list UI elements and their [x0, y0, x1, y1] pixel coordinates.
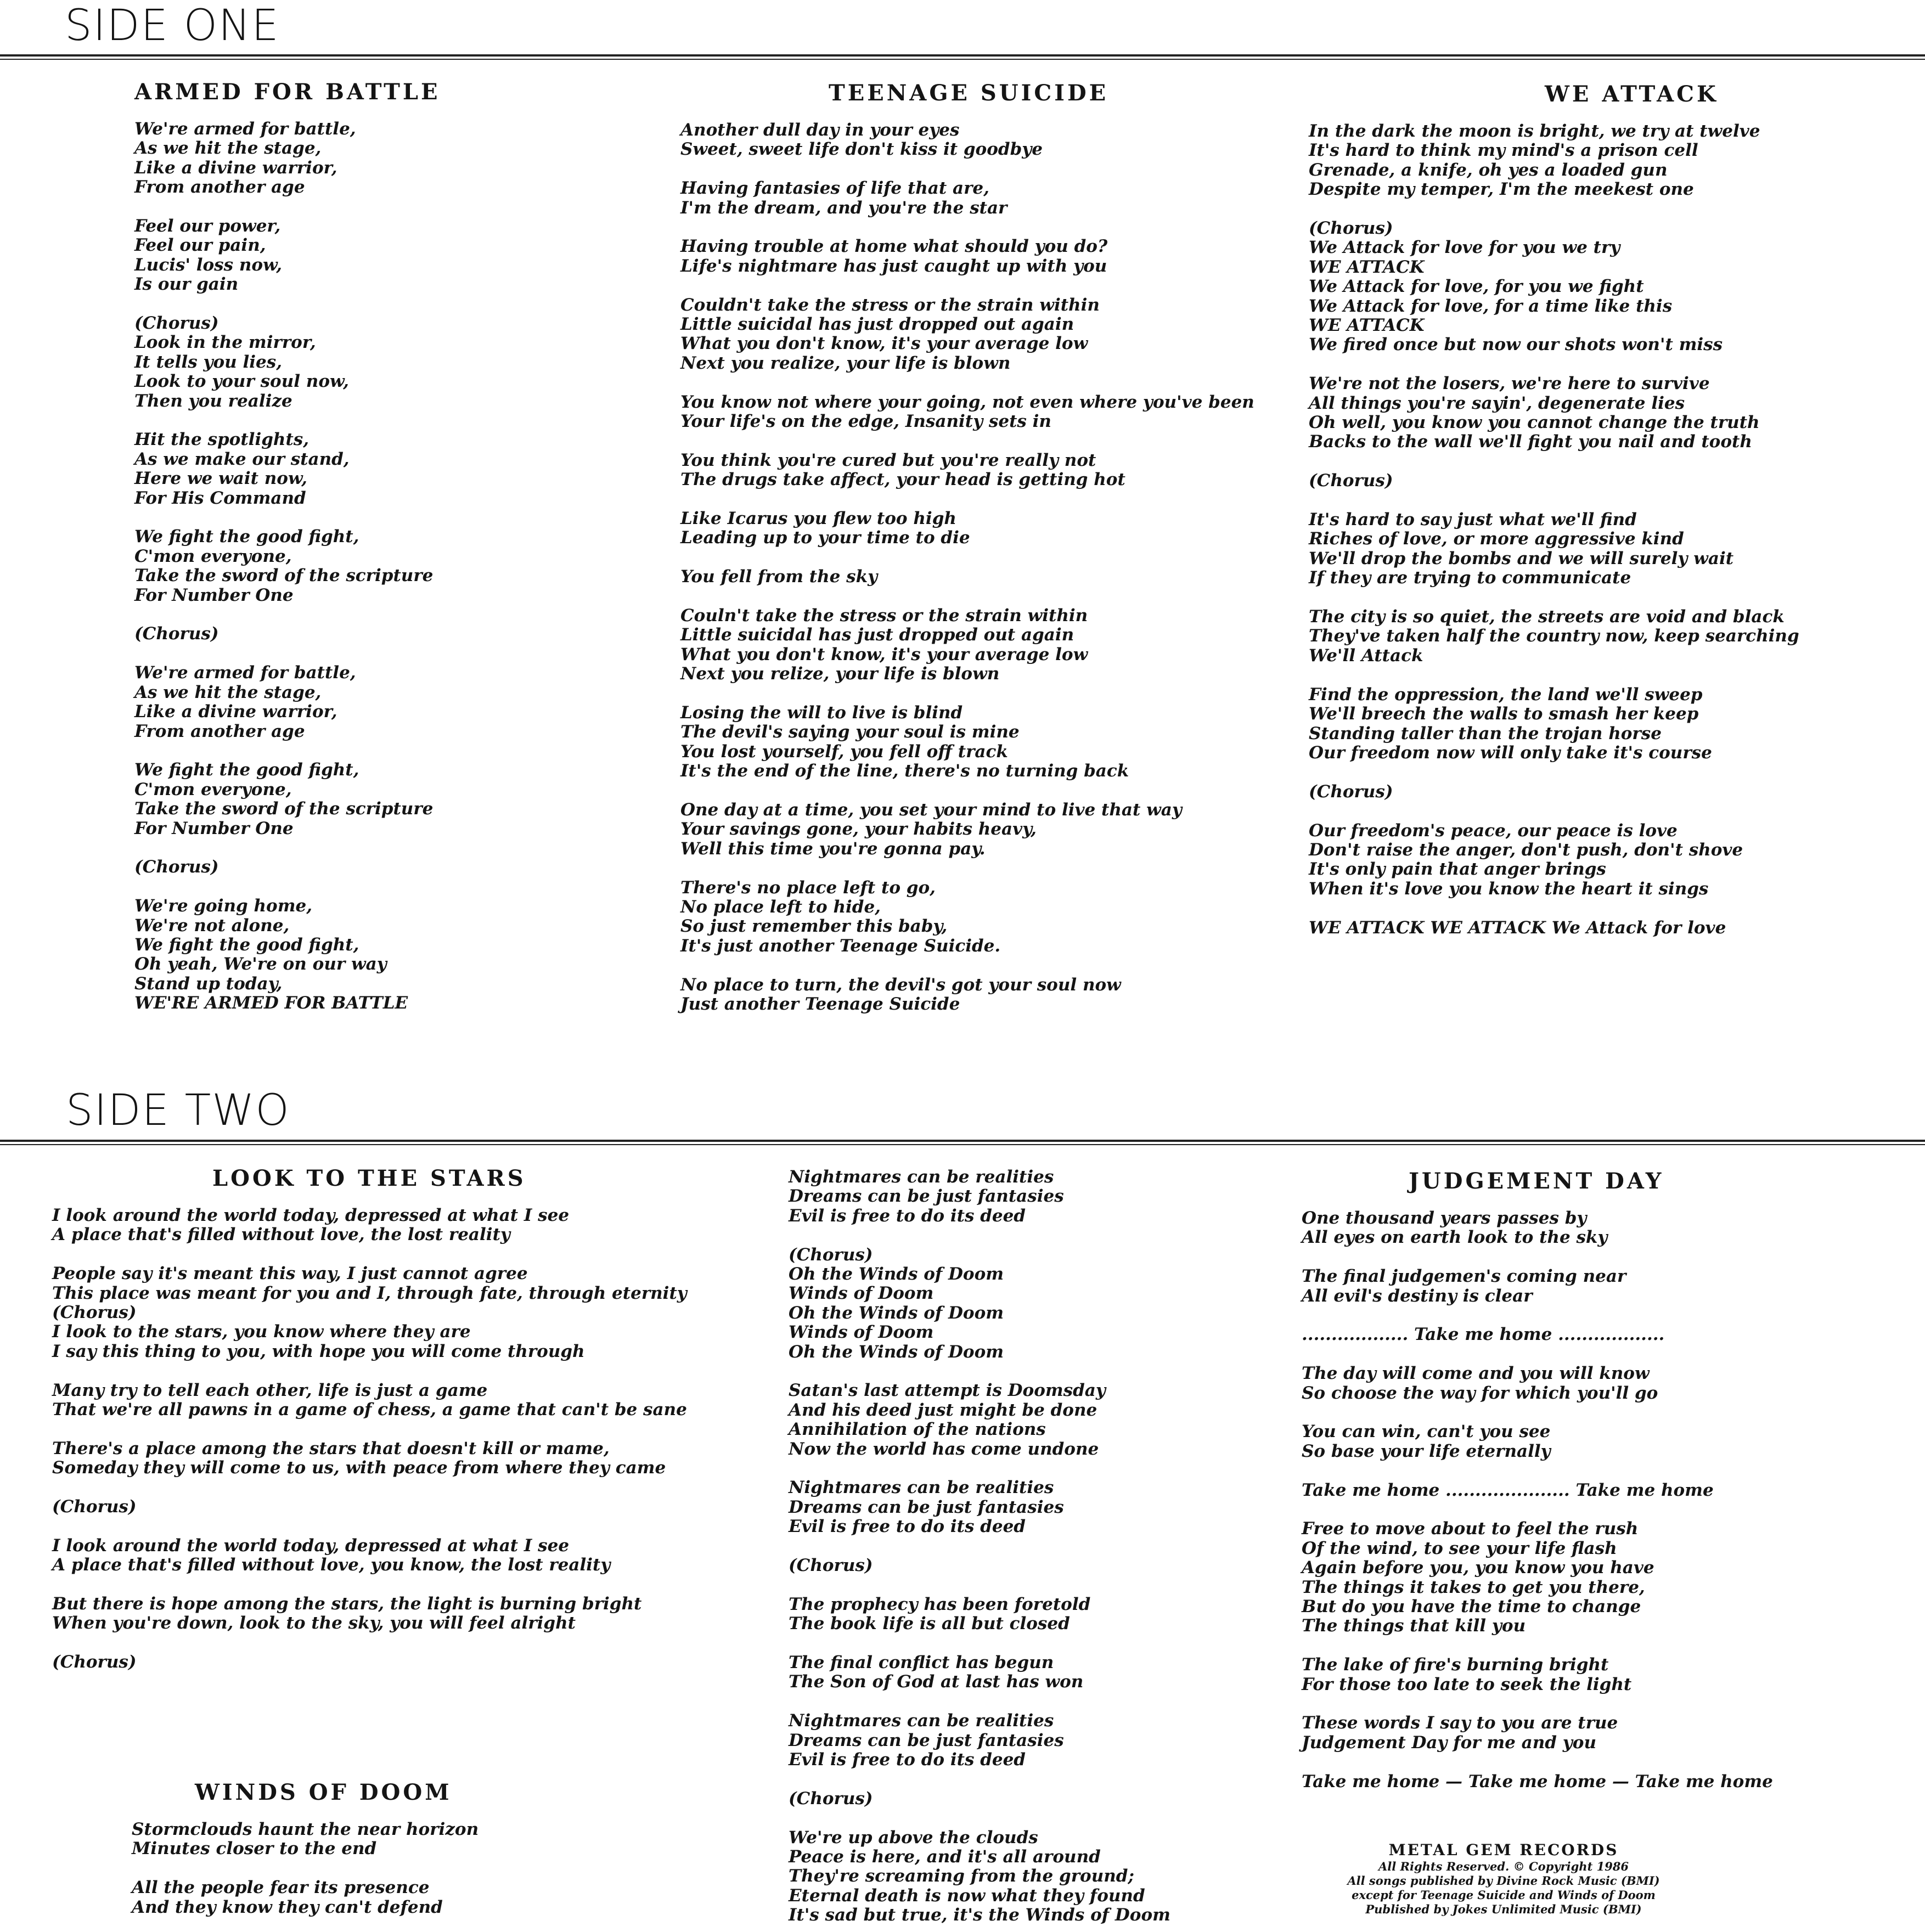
lyric-line: What you don't know, it's your average low — [680, 644, 1088, 664]
credit-line: All Rights Reserved. © Copyright 1986 — [1378, 1860, 1629, 1873]
lyric-line: Standing taller than the trojan horse — [1309, 723, 1662, 743]
side-two-heading: SIDE TWO — [66, 1086, 290, 1135]
lyric-line: Stand up today, — [134, 973, 283, 994]
lyric-line: Couln't take the stress or the strain within — [680, 606, 1088, 626]
lyric-line: Eternal death is now what they found — [789, 1885, 1145, 1906]
lyric-line: Your savings gone, your habits heavy, — [680, 819, 1037, 840]
lyric-line: And they know they can't defend — [132, 1897, 443, 1917]
lyric-line: Find the oppression, the land we'll sweep — [1309, 684, 1703, 705]
lyric-line: We'll breech the walls to smash her keep — [1309, 704, 1699, 724]
lyric-line: The Son of God at last has won — [789, 1672, 1084, 1692]
stanza — [680, 801, 1339, 859]
credit-line: Published by Jokes Unlimited Music (BMI) — [1365, 1902, 1642, 1916]
stanza — [1309, 685, 1858, 763]
lyric-line: All eyes on earth look to the sky — [1302, 1227, 1608, 1248]
song-armed-for-battle — [134, 81, 683, 1013]
lyric-line: Sweet, sweet life don't kiss it goodbye — [680, 139, 1043, 160]
stanza — [789, 1381, 1337, 1459]
side-two-rule — [0, 1140, 1925, 1142]
lyric-line: We're up above the clouds — [789, 1827, 1038, 1847]
lyric-line: Oh the Winds of Doom — [789, 1303, 1004, 1323]
lyric-line: Backs to the wall we'll fight you nail and tooth — [1309, 432, 1752, 452]
lyric-line: For those too late to seek the light — [1302, 1674, 1632, 1694]
lyric-line: For Number One — [134, 818, 294, 838]
lyric-line: There's no place left to go, — [680, 877, 936, 898]
stanza — [680, 509, 1339, 548]
lyric-line: Free to move about to feel the rush — [1302, 1519, 1639, 1539]
song-title: WE ATTACK — [1545, 81, 1719, 107]
lyric-line: You lost yourself, you fell off track — [680, 741, 1008, 762]
stanza — [52, 1381, 711, 1420]
lyric-line: All evil's destiny is clear — [1302, 1286, 1533, 1306]
stanza — [1309, 919, 1858, 938]
stanza — [680, 121, 1339, 160]
lyric-line: We'll Attack — [1309, 645, 1423, 666]
lyric-line: Your life's on the edge, Insanity sets in — [680, 412, 1051, 432]
lyric-line: Well this time you're gonna pay. — [680, 838, 986, 859]
stanza — [680, 393, 1339, 432]
lyric-line: The book life is all but closed — [789, 1614, 1070, 1634]
song-title: JUDGEMENT DAY — [1409, 1168, 1664, 1194]
lyric-line: It's hard to say just what we'll find — [1309, 510, 1637, 530]
lyric-line: Hit the spotlights, — [134, 430, 309, 450]
lyric-line: Despite my temper, I'm the meekest one — [1309, 179, 1694, 200]
lyric-line: (Chorus) — [52, 1497, 137, 1517]
lyric-line: Look in the mirror, — [134, 333, 316, 353]
lyric-line: I say this thing to you, with hope you will come through — [52, 1341, 585, 1361]
lyric-line: In the dark the moon is bright, we try at twelve — [1309, 121, 1760, 141]
lyric-line: (Chorus) — [52, 1303, 137, 1323]
stanza — [134, 217, 683, 295]
lyric-line: Look to your soul now, — [134, 371, 349, 392]
stanza — [1309, 219, 1858, 355]
song-title: WINDS OF DOOM — [195, 1779, 452, 1805]
stanza — [132, 1820, 680, 1859]
lyric-line: Take me home — Take me home — Take me home — [1302, 1771, 1773, 1792]
lyric-line: (Chorus) — [134, 857, 219, 877]
lyric-line: Of the wind, to see your life flash — [1302, 1538, 1617, 1558]
lyric-line: Feel our pain, — [134, 235, 266, 256]
lyric-line: Losing the will to live is blind — [680, 703, 963, 723]
lyric-line: Evil is free to do its deed — [789, 1517, 1026, 1537]
song-title: ARMED FOR BATTLE — [134, 79, 441, 105]
lyric-line: Like a divine warrior, — [134, 702, 337, 722]
lyric-line: Having fantasies of life that are, — [680, 178, 989, 199]
lyric-line: The things it takes to get you there, — [1302, 1577, 1645, 1597]
lyric-line: All the people fear its presence — [132, 1878, 430, 1898]
lyric-line: We Attack for love, for you we fight — [1309, 277, 1644, 297]
lyric-line: I look around the world today, depressed at what I see — [52, 1535, 570, 1556]
lyric-line: The devil's saying your soul is mine — [680, 722, 1020, 742]
lyric-line: You think you're cured but you're really not — [680, 450, 1096, 470]
lyric-line: The final conflict has begun — [789, 1653, 1054, 1673]
lyric-line: C'mon everyone, — [134, 546, 292, 566]
lyric-line: Judgement Day for me and you — [1302, 1732, 1597, 1753]
stanza — [789, 1653, 1337, 1692]
lyric-line: C'mon everyone, — [134, 779, 292, 799]
lyric-line: We're going home, — [134, 896, 313, 916]
lyric-line: We'll drop the bombs and we will surely wait — [1309, 548, 1734, 568]
stanza — [134, 897, 683, 1013]
stanza — [680, 296, 1339, 374]
lyric-line: WE ATTACK WE ATTACK We Attack for love — [1309, 917, 1726, 938]
song-winds-of-doom — [132, 1779, 680, 1917]
stanza — [1309, 607, 1858, 666]
lyric-line: You know not where your going, not even where you've been — [680, 392, 1254, 412]
stanza — [680, 606, 1339, 684]
lyric-line: Nightmares can be realities — [789, 1478, 1054, 1498]
lyric-line: Like Icarus you flew too high — [680, 509, 956, 529]
lyric-line: The day will come and you will know — [1302, 1364, 1650, 1384]
song-look-to-the-stars — [52, 1165, 711, 1672]
lyric-line: Here we wait now, — [134, 469, 307, 489]
lyric-line: We fight the good fight, — [134, 934, 359, 955]
lyric-line: As we hit the stage, — [134, 682, 322, 702]
lyric-line: Nightmares can be realities — [789, 1711, 1054, 1731]
lyric-line: Just another Teenage Suicide — [680, 994, 960, 1015]
lyric-line: It's hard to think my mind's a prison cell — [1309, 140, 1698, 161]
lyric-line: We're not the losers, we're here to survive — [1309, 374, 1710, 394]
lyric-line: Grenade, a knife, oh yes a loaded gun — [1309, 160, 1668, 180]
lyric-line: Someday they will come to us, with peace from where they came — [52, 1458, 666, 1478]
lyric-line: Another dull day in your eyes — [680, 120, 960, 140]
lyric-line: (Chorus) — [52, 1652, 137, 1672]
lyric-line: What you don't know, it's your average low — [680, 334, 1088, 354]
lyric-line: WE ATTACK — [1309, 257, 1425, 277]
stanza — [132, 1878, 680, 1917]
stanza — [789, 1595, 1337, 1634]
song-teenage-suicide — [680, 82, 1339, 1015]
stanza — [1302, 1422, 1850, 1461]
lyric-line: Is our gain — [134, 274, 239, 295]
stanza — [1309, 374, 1858, 452]
lyric-line: It tells you lies, — [134, 352, 282, 372]
lyric-line: (Chorus) — [789, 1244, 873, 1265]
stanza — [789, 1789, 1337, 1809]
lyric-line: Satan's last attempt is Doomsday — [789, 1381, 1106, 1401]
lyric-line: (Chorus) — [789, 1556, 873, 1576]
lyric-line: This place was meant for you and I, through fate, through eternity — [52, 1283, 687, 1303]
lyric-line: Next you realize, your life is blown — [680, 353, 1011, 373]
lyric-line: We're armed for battle, — [134, 663, 356, 683]
lyric-line: They're screaming from the ground; — [789, 1866, 1134, 1886]
lyric-line: It's only pain that anger brings — [1309, 859, 1606, 880]
lyric-line: Minutes closer to the end — [132, 1839, 377, 1859]
stanza — [1309, 122, 1858, 200]
stanza — [789, 1478, 1337, 1536]
lyric-line: People say it's meant this way, I just cannot agree — [52, 1264, 528, 1284]
stanza — [1302, 1325, 1850, 1344]
stanza — [1302, 1519, 1850, 1636]
lyric-line: The things that kill you — [1302, 1616, 1526, 1636]
stanza — [1302, 1655, 1850, 1694]
stanza — [1302, 1267, 1850, 1306]
lyric-line: No place left to hide, — [680, 897, 881, 917]
lyric-line: We're armed for battle, — [134, 119, 356, 139]
lyric-line: Oh yeah, We're on our way — [134, 954, 387, 975]
stanza — [680, 451, 1339, 490]
lyric-line: Nightmares can be realities — [789, 1167, 1054, 1187]
lyric-line: It's sad but true, it's the Winds of Doom — [789, 1905, 1170, 1925]
lyric-line: From another age — [134, 177, 305, 198]
side-one-heading: SIDE ONE — [65, 1, 280, 50]
lyric-line: Stormclouds haunt the near horizon — [132, 1820, 479, 1839]
stanza — [1309, 510, 1858, 588]
lyric-line: Like a divine warrior, — [134, 157, 337, 178]
stanza — [52, 1595, 711, 1634]
lyric-line: One day at a time, you set your mind to live that way — [680, 800, 1182, 820]
lyric-line: We fired once but now our shots won't miss — [1309, 335, 1723, 355]
lyric-line: (Chorus) — [1309, 471, 1393, 491]
stanza — [789, 1246, 1337, 1362]
lyric-line: Then you realize — [134, 391, 292, 411]
lyric-line: Little suicidal has just dropped out again — [680, 625, 1074, 645]
lyric-line: (Chorus) — [134, 624, 219, 644]
stanza — [52, 1439, 711, 1478]
stanza — [680, 976, 1339, 1015]
credit-line: All songs published by Divine Rock Music (BMI) — [1347, 1874, 1660, 1888]
lyric-line: Next you relize, your life is blown — [680, 664, 1000, 684]
stanza — [134, 624, 683, 644]
lyric-line: WE'RE ARMED FOR BATTLE — [134, 993, 408, 1013]
song-we-attack — [1309, 83, 1858, 938]
lyric-line: So choose the way for which you'll go — [1302, 1383, 1658, 1403]
lyric-line: Evil is free to do its deed — [789, 1750, 1026, 1770]
lyric-line: These words I say to you are true — [1302, 1713, 1618, 1733]
lyric-line: Oh well, you know you cannot change the truth — [1309, 413, 1760, 433]
lyric-line: The drugs take affect, your head is getting hot — [680, 470, 1125, 490]
song-judgement-day — [1302, 1170, 1850, 1792]
stanza — [134, 858, 683, 877]
lyric-line: As we make our stand, — [134, 449, 350, 469]
lyric-line: That we're all pawns in a game of chess, a game that can't be sane — [52, 1400, 687, 1420]
stanza — [134, 430, 683, 508]
stanza — [1302, 1772, 1850, 1792]
lyric-line: There's a place among the stars that doesn't kill or mame, — [52, 1438, 610, 1458]
lyric-line: Take the sword of the scripture — [134, 799, 434, 819]
stanza — [134, 761, 683, 838]
stanza — [134, 527, 683, 605]
lyric-line: We Attack for love, for a time like this — [1309, 296, 1673, 316]
lyric-line: For Number One — [134, 585, 294, 605]
stanza — [134, 120, 683, 198]
stanza — [789, 1828, 1337, 1925]
stanza — [680, 179, 1339, 218]
lyric-line: The city is so quiet, the streets are void and black — [1309, 607, 1785, 627]
lyric-line: A place that's filled without love, the lost reality — [52, 1225, 510, 1245]
lyric-line: Couldn't take the stress or the strain within — [680, 295, 1100, 315]
lyric-line: Winds of Doom — [789, 1283, 934, 1304]
lyric-line: Life's nightmare has just caught up with you — [680, 256, 1107, 276]
lyric-line: All things you're sayin', degenerate lies — [1309, 393, 1685, 413]
lyric-line: Lucis' loss now, — [134, 255, 283, 275]
lyric-line: When you're down, look to the sky, you will feel alright — [52, 1613, 576, 1634]
lyric-line: Now the world has come undone — [789, 1439, 1099, 1459]
lyric-line: (Chorus) — [1309, 781, 1393, 802]
lyric-line: Dreams can be just fantasies — [789, 1186, 1064, 1207]
lyric-line: When it's love you know the heart it sings — [1309, 878, 1709, 899]
lyric-line: Annihilation of the nations — [789, 1420, 1046, 1440]
lyric-line: Oh the Winds of Doom — [789, 1264, 1004, 1285]
lyric-line: (Chorus) — [134, 313, 219, 334]
stanza — [1309, 782, 1858, 802]
song-winds-of-doom-continued — [789, 1168, 1337, 1925]
lyric-line: You can win, can't you see — [1302, 1422, 1551, 1442]
lyric-line: The prophecy has been foretold — [789, 1594, 1091, 1614]
lyric-line: Dreams can be just fantasies — [789, 1497, 1064, 1517]
lyric-line: We fight the good fight, — [134, 527, 359, 547]
stanza — [789, 1556, 1337, 1575]
side-one-rule — [0, 54, 1925, 57]
lyric-line: Our freedom's peace, our peace is love — [1309, 820, 1678, 841]
lyric-line: Oh the Winds of Doom — [789, 1342, 1004, 1362]
lyric-line: We Attack for love for you we try — [1309, 238, 1620, 258]
lyric-line: Winds of Doom — [789, 1322, 934, 1343]
lyric-line: (Chorus) — [789, 1788, 873, 1809]
lyric-line: Many try to tell each other, life is just a game — [52, 1380, 488, 1400]
song-title: LOOK TO THE STARS — [212, 1165, 526, 1191]
lyric-line: Our freedom now will only take it's course — [1309, 742, 1712, 763]
stanza — [680, 703, 1339, 781]
lyric-line: A place that's filled without love, you know, the lost reality — [52, 1555, 611, 1575]
lyric-line: The final judgemen's coming near — [1302, 1266, 1626, 1287]
stanza — [1309, 471, 1858, 491]
stanza — [1302, 1364, 1850, 1403]
lyric-line: Riches of love, or more aggressive kind — [1309, 529, 1684, 549]
lyric-line: No place to turn, the devil's got your soul now — [680, 975, 1121, 995]
song-title: TEENAGE SUICIDE — [829, 80, 1109, 106]
lyric-line: The lake of fire's burning bright — [1302, 1655, 1609, 1675]
lyric-line: (Chorus) — [1309, 218, 1393, 239]
stanza — [680, 567, 1339, 587]
stanza — [52, 1206, 711, 1245]
lyric-line: They've taken half the country now, keep searching — [1309, 626, 1799, 646]
lyric-line: Peace is here, and it's all around — [789, 1847, 1101, 1867]
label-name: METAL GEM RECORDS — [1388, 1841, 1619, 1859]
stanza — [1302, 1209, 1850, 1248]
stanza — [680, 878, 1339, 956]
stanza — [52, 1264, 711, 1361]
lyric-line: If they are trying to communicate — [1309, 568, 1631, 588]
record-credits — [1306, 1841, 1701, 1917]
lyric-line: For His Command — [134, 488, 306, 508]
lyric-line: But there is hope among the stars, the light is burning bright — [52, 1594, 642, 1614]
lyric-line: I look to the stars, you know where they are — [52, 1322, 471, 1342]
lyric-line: You fell from the sky — [680, 567, 878, 587]
lyric-line: Little suicidal has just dropped out again — [680, 314, 1074, 335]
side-two-rule-thin — [0, 1144, 1925, 1145]
lyric-line: But do you have the time to change — [1302, 1597, 1641, 1617]
lyric-line: Dreams can be just fantasies — [789, 1730, 1064, 1750]
lyric-line: It's just another Teenage Suicide. — [680, 936, 1001, 956]
lyric-line: And his deed just might be done — [789, 1400, 1097, 1420]
lyric-line: I look around the world today, depressed at what I see — [52, 1206, 570, 1225]
lyric-line: We fight the good fight, — [134, 760, 359, 780]
lyric-line: Having trouble at home what should you do? — [680, 236, 1108, 257]
side-one-rule-thin — [0, 59, 1925, 60]
stanza — [52, 1653, 711, 1672]
lyric-line: From another age — [134, 721, 305, 741]
stanza — [134, 314, 683, 411]
lyric-line: Again before you, you know you have — [1302, 1558, 1654, 1578]
lyric-line: Feel our power, — [134, 216, 281, 236]
stanza — [1302, 1481, 1850, 1500]
stanza — [680, 237, 1339, 276]
stanza — [52, 1497, 711, 1517]
lyric-line: As we hit the stage, — [134, 138, 322, 159]
lyric-line: .................. Take me home .................. — [1302, 1325, 1665, 1345]
lyric-line: Evil is free to do its deed — [789, 1206, 1026, 1226]
lyric-line: So base your life eternally — [1302, 1441, 1551, 1461]
lyric-line: One thousand years passes by — [1302, 1208, 1587, 1228]
stanza — [1309, 821, 1858, 899]
stanza — [52, 1536, 711, 1575]
lyric-line: We're not alone, — [134, 915, 290, 936]
stanza — [1302, 1714, 1850, 1753]
lyric-line: It's the end of the line, there's no turning back — [680, 761, 1129, 781]
stanza — [134, 663, 683, 741]
lyric-line: Take the sword of the scripture — [134, 566, 434, 586]
lyric-line: Don't raise the anger, don't push, don't shove — [1309, 840, 1743, 860]
lyric-line: I'm the dream, and you're the star — [680, 198, 1007, 218]
lyric-line: So just remember this baby, — [680, 916, 948, 937]
stanza — [789, 1168, 1337, 1226]
lyric-line: WE ATTACK — [1309, 316, 1425, 336]
credit-line: except for Teenage Suicide and Winds of Doom — [1352, 1888, 1656, 1902]
lyric-line: Take me home ..................... Take me home — [1302, 1480, 1714, 1500]
stanza — [789, 1711, 1337, 1770]
lyric-line: Leading up to your time to die — [680, 528, 970, 548]
